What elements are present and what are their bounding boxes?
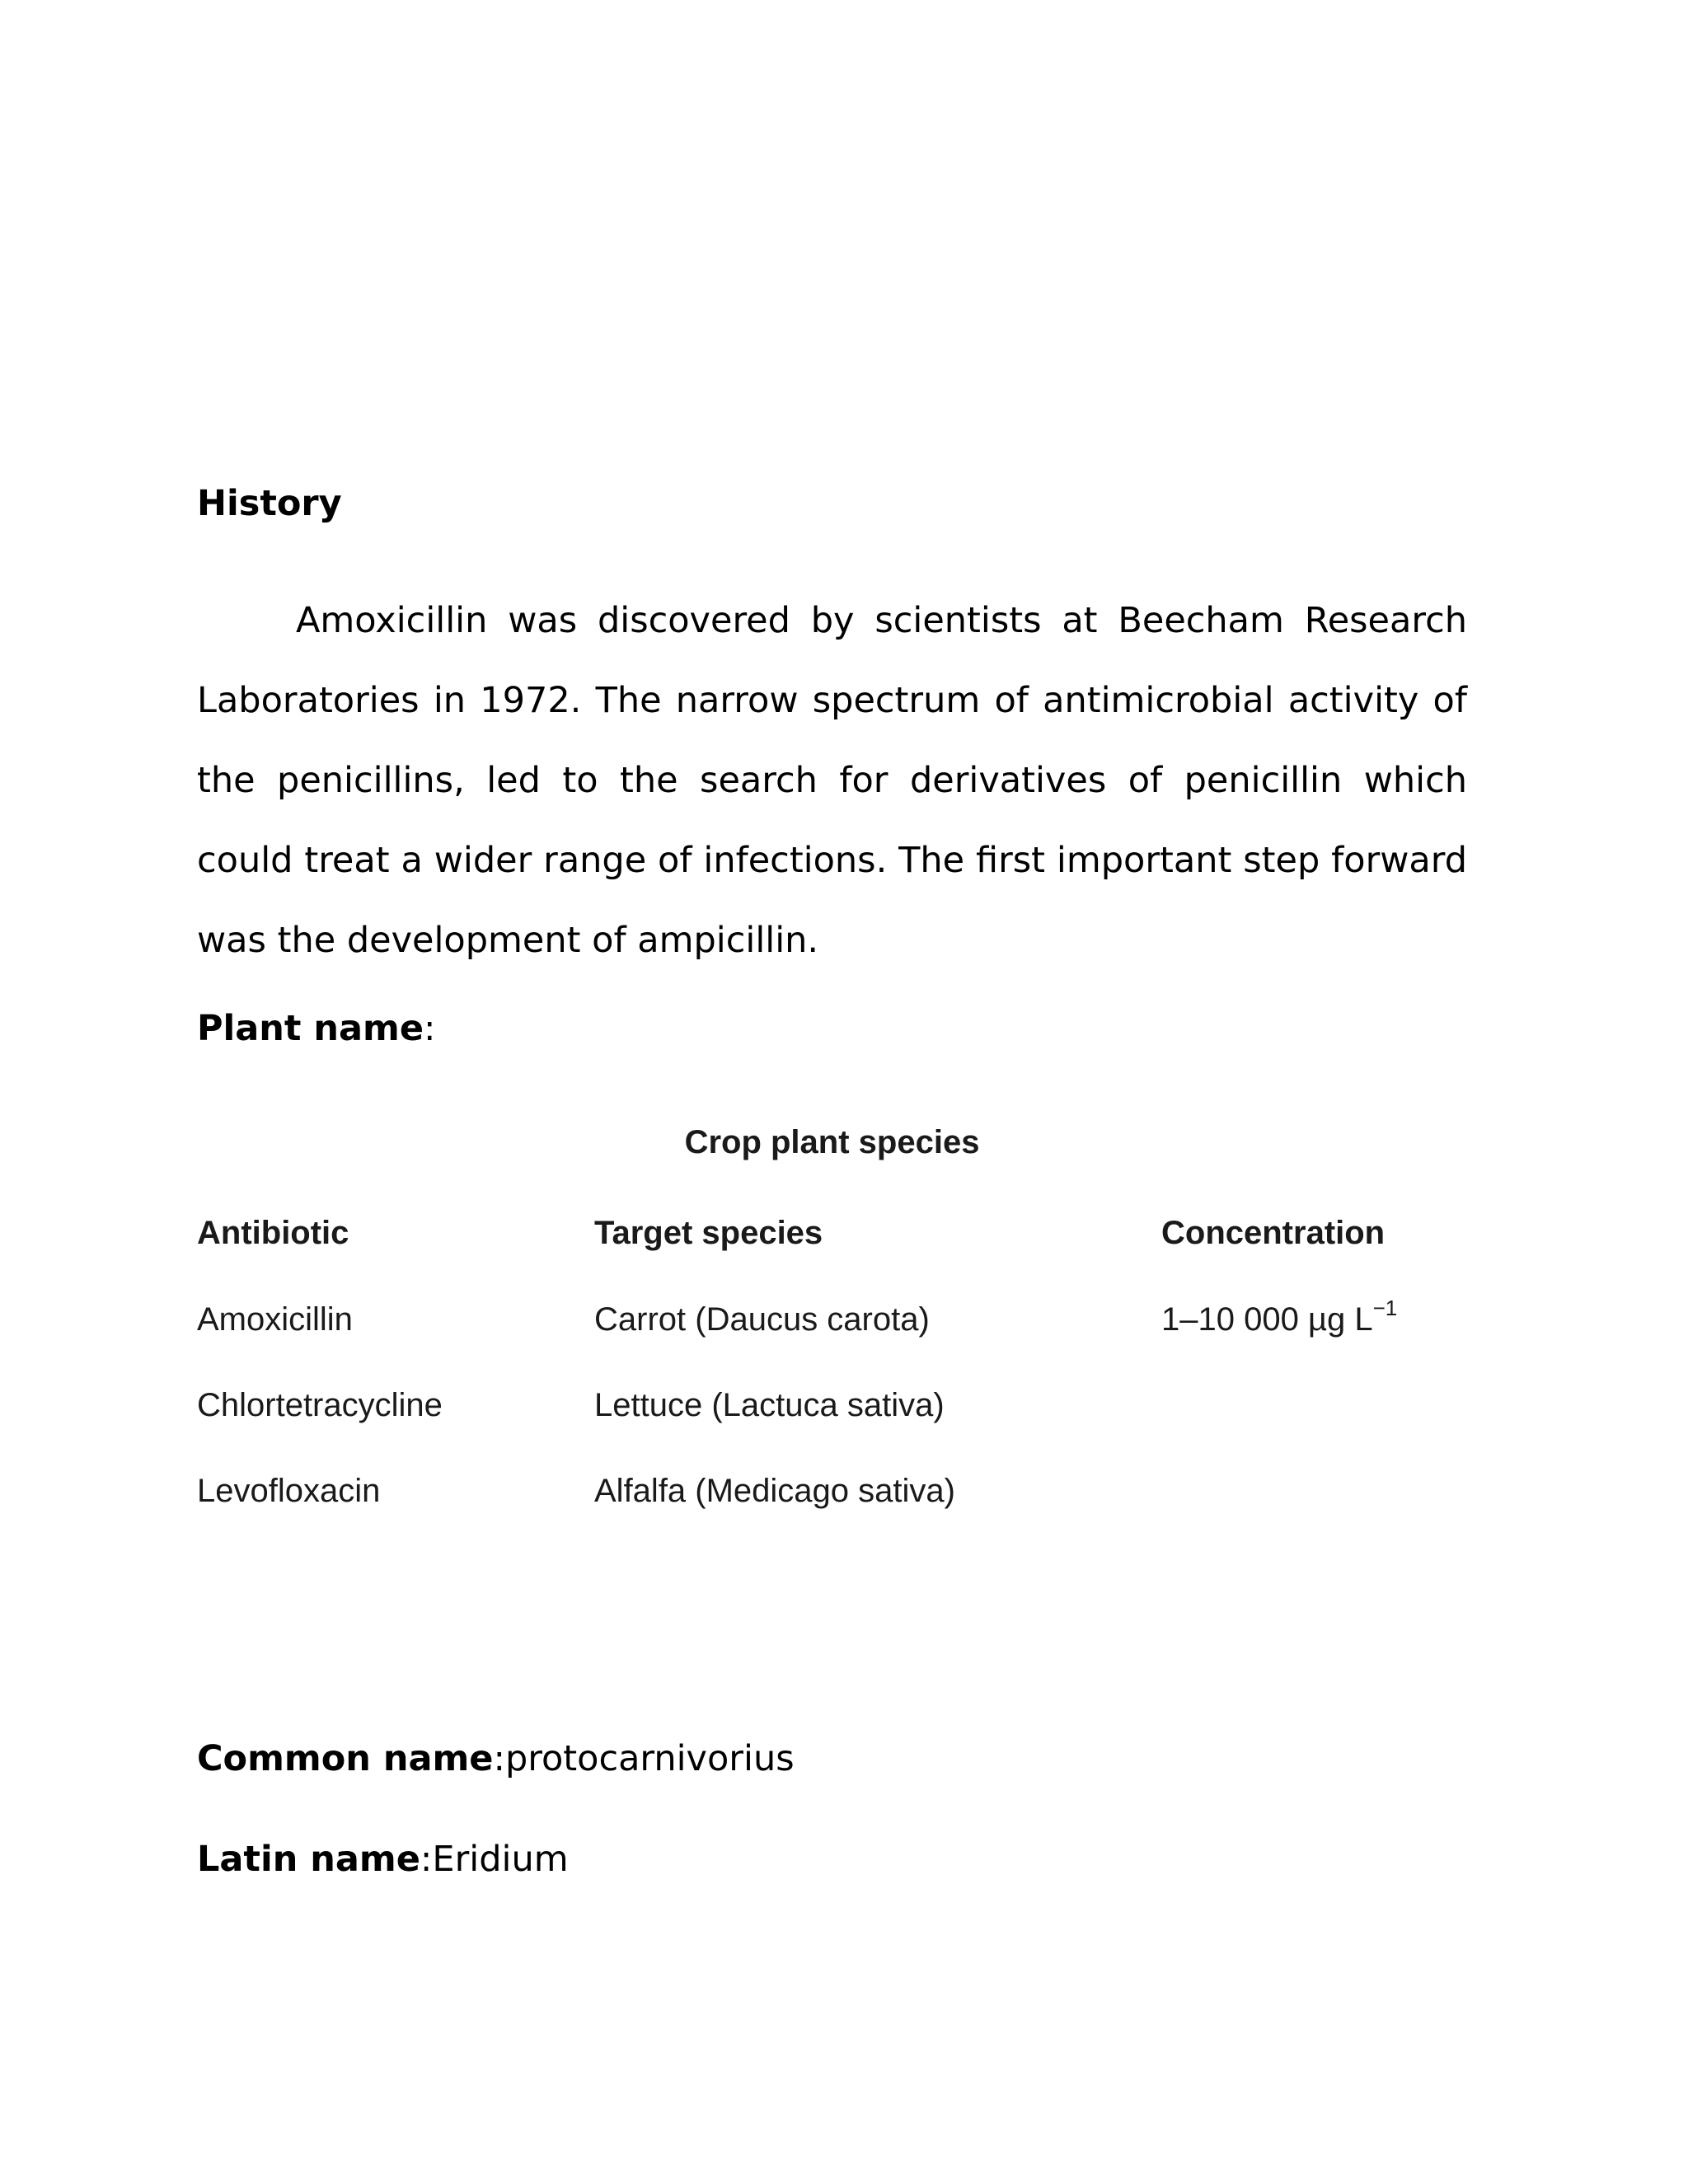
header-antibiotic: Antibiotic <box>197 1215 349 1251</box>
plant-name-label: Plant name <box>197 1008 424 1049</box>
concentration-value: 1–10 000 µg L <box>1161 1301 1373 1338</box>
cell-target-1: Carrot (Daucus carota) <box>594 1301 930 1338</box>
header-concentration: Concentration <box>1161 1215 1386 1251</box>
cell-antibiotic-3: Levofloxacin <box>197 1473 381 1509</box>
common-name-label: Common name <box>197 1738 494 1779</box>
common-name-line <box>197 1737 795 1780</box>
cell-target-2: Lettuce (Lactuca sativa) <box>594 1387 945 1423</box>
common-name-value: protocarnivorius <box>504 1738 795 1779</box>
header-target-species: Target species <box>594 1215 823 1251</box>
plant-name-line <box>197 1007 436 1050</box>
concentration-exponent: −1 <box>1372 1295 1398 1320</box>
history-paragraph: Amoxicillin was discovered by scientists at Beecham Research Laboratories in 1972. The narrow spectrum of antimicrobial activity of the penicillins, led to the search for derivatives of penicillin which could treat a wider range of infections. The first important step forward was the development of ampicillin. <box>197 600 1467 961</box>
plant-name-separator: : <box>424 1008 436 1049</box>
latin-name-label: Latin name <box>197 1839 420 1880</box>
cell-antibiotic-1: Amoxicillin <box>197 1301 353 1338</box>
history-heading: History <box>197 483 342 524</box>
latin-name-value: Eridium <box>432 1839 569 1880</box>
cell-antibiotic-2: Chlortetracycline <box>197 1387 443 1423</box>
cell-concentration-1 <box>1161 1295 1398 1341</box>
table-caption: Crop plant species <box>684 1124 980 1160</box>
common-name-separator: : <box>493 1738 505 1779</box>
cell-target-3: Alfalfa (Medicago sativa) <box>594 1473 955 1509</box>
latin-name-separator: : <box>420 1839 433 1880</box>
latin-name-line <box>197 1838 569 1881</box>
